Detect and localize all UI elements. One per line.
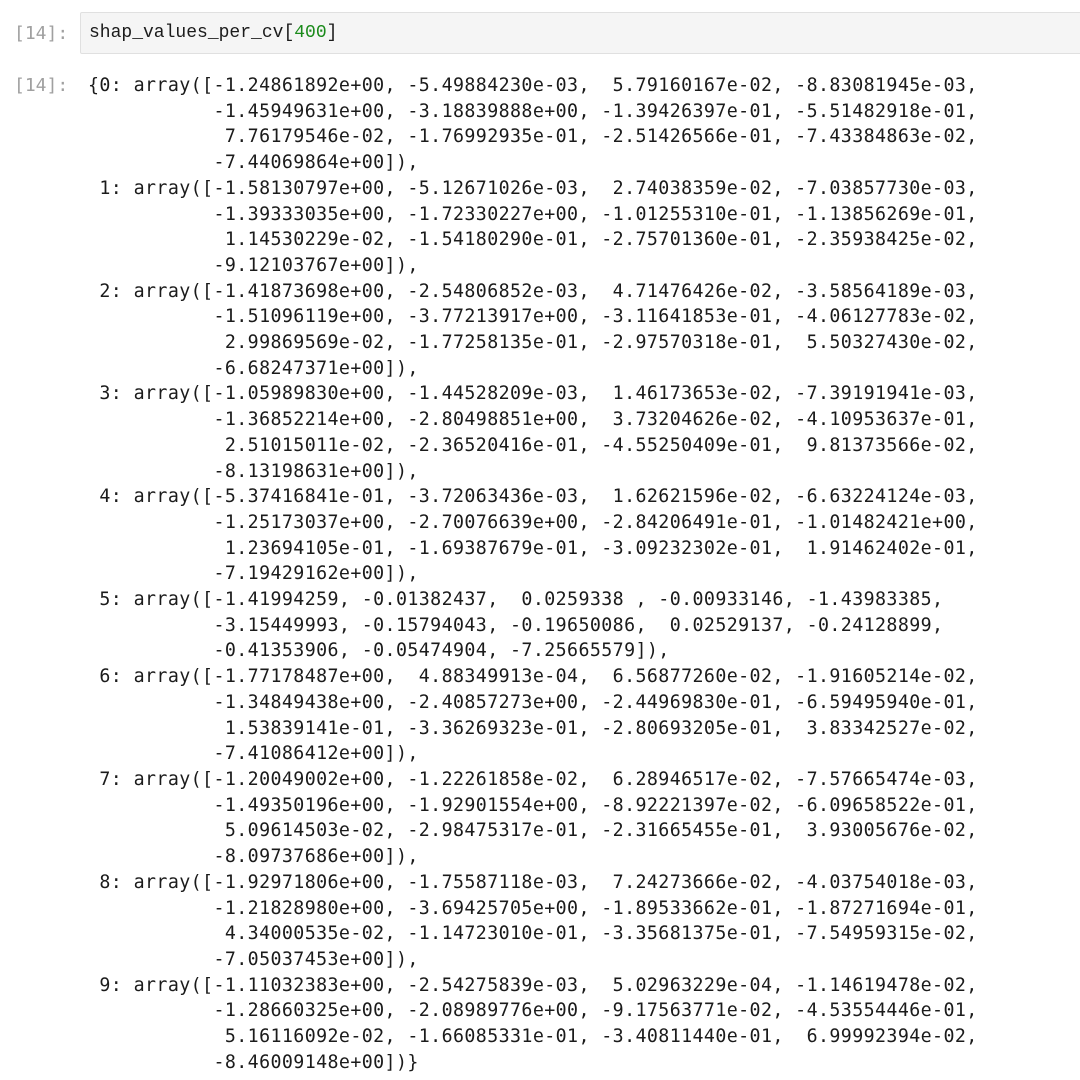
- output-line: -1.25173037e+00, -2.70076639e+00, -2.84206491e-01, -1.01482421e+00,: [88, 511, 978, 533]
- output-line: 9: array([-1.11032383e+00, -2.54275839e-03, 5.02963229e-04, -1.14619478e-02,: [88, 974, 978, 996]
- output-line: 1.23694105e-01, -1.69387679e-01, -3.09232302e-01, 1.91462402e-01,: [88, 537, 978, 559]
- output-prompt: [14]:: [14, 75, 69, 96]
- output-line: -7.05037453e+00]),: [88, 948, 419, 970]
- output-line: 3: array([-1.05989830e+00, -1.44528209e-03, 1.46173653e-02, -7.39191941e-03,: [88, 383, 978, 405]
- code-line: [89, 21, 337, 47]
- output-line: 8: array([-1.92971806e+00, -1.75587118e-03, 7.24273666e-02, -4.03754018e-03,: [88, 871, 978, 893]
- output-line: 2.99869569e-02, -1.77258135e-01, -2.97570318e-01, 5.50327430e-02,: [88, 332, 978, 354]
- output-line: 4.34000535e-02, -1.14723010e-01, -3.35681375e-01, -7.54959315e-02,: [88, 923, 978, 945]
- output-line: 1: array([-1.58130797e+00, -5.12671026e-03, 2.74038359e-02, -7.03857730e-03,: [88, 177, 978, 199]
- output-line: 7: array([-1.20049002e+00, -1.22261858e-02, 6.28946517e-02, -7.57665474e-03,: [88, 768, 978, 790]
- output-line: 5: array([-1.41994259, -0.01382437, 0.0259338 , -0.00933146, -1.43983385,: [88, 589, 944, 611]
- output-line: 2.51015011e-02, -2.36520416e-01, -4.55250409e-01, 9.81373566e-02,: [88, 434, 978, 456]
- output-line: {0: array([-1.24861892e+00, -5.49884230e-03, 5.79160167e-02, -8.83081945e-03,: [88, 75, 978, 96]
- output-text: [88, 73, 978, 1075]
- output-line: 7.76179546e-02, -1.76992935e-01, -2.51426566e-01, -7.43384863e-02,: [88, 126, 978, 148]
- output-line: -1.21828980e+00, -3.69425705e+00, -1.89533662e-01, -1.87271694e-01,: [88, 897, 978, 919]
- output-line: 1.14530229e-02, -1.54180290e-01, -2.75701360e-01, -2.35938425e-02,: [88, 229, 978, 251]
- output-line: -8.46009148e+00])}: [88, 1051, 419, 1073]
- output-line: -6.68247371e+00]),: [88, 357, 419, 379]
- output-line: 5.09614503e-02, -2.98475317e-01, -2.31665455e-01, 3.93005676e-02,: [88, 820, 978, 842]
- output-line: 2: array([-1.41873698e+00, -2.54806852e-03, 4.71476426e-02, -3.58564189e-03,: [88, 280, 978, 302]
- input-prompt: [14]:: [14, 23, 69, 44]
- output-line: 6: array([-1.77178487e+00, 4.88349913e-04, 6.56877260e-02, -1.91605214e-02,: [88, 666, 978, 688]
- code-open-bracket: [: [283, 23, 295, 43]
- output-line: -7.41086412e+00]),: [88, 743, 419, 765]
- output-line: -9.12103767e+00]),: [88, 254, 419, 276]
- output-line: -3.15449993, -0.15794043, -0.19650086, 0.02529137, -0.24128899,: [88, 614, 944, 636]
- output-line: -1.49350196e+00, -1.92901554e+00, -8.92221397e-02, -6.09658522e-01,: [88, 794, 978, 816]
- output-line: -0.41353906, -0.05474904, -7.25665579]),: [88, 640, 670, 662]
- input-cell[interactable]: [0, 12, 1080, 54]
- output-line: -1.34849438e+00, -2.40857273e+00, -2.44969830e-01, -6.59495940e-01,: [88, 691, 978, 713]
- output-line: -8.09737686e+00]),: [88, 846, 419, 868]
- output-line: 1.53839141e-01, -3.36269323e-01, -2.80693205e-01, 3.83342527e-02,: [88, 717, 978, 739]
- code-editor[interactable]: [80, 12, 1080, 54]
- output-line: 4: array([-5.37416841e-01, -3.72063436e-03, 1.62621596e-02, -6.63224124e-03,: [88, 486, 978, 508]
- code-close-bracket: ]: [326, 23, 338, 43]
- output-line: -1.28660325e+00, -2.08989776e+00, -9.17563771e-02, -4.53554446e-01,: [88, 1000, 978, 1022]
- output-line: -1.51096119e+00, -3.77213917e+00, -3.11641853e-01, -4.06127783e-02,: [88, 306, 978, 328]
- output-line: -1.36852214e+00, -2.80498851e+00, 3.73204626e-02, -4.10953637e-01,: [88, 409, 978, 431]
- code-index-literal: 400: [294, 23, 327, 43]
- output-line: 5.16116092e-02, -1.66085331e-01, -3.40811440e-01, 6.99992394e-02,: [88, 1026, 978, 1048]
- output-line: -7.19429162e+00]),: [88, 563, 419, 585]
- output-line: -1.39333035e+00, -1.72330227e+00, -1.01255310e-01, -1.13856269e-01,: [88, 203, 978, 225]
- output-line: -7.44069864e+00]),: [88, 152, 419, 174]
- output-line: -1.45949631e+00, -3.18839888e+00, -1.39426397e-01, -5.51482918e-01,: [88, 100, 978, 122]
- code-variable-name: shap_values_per_cv: [89, 23, 284, 43]
- output-line: -8.13198631e+00]),: [88, 460, 419, 482]
